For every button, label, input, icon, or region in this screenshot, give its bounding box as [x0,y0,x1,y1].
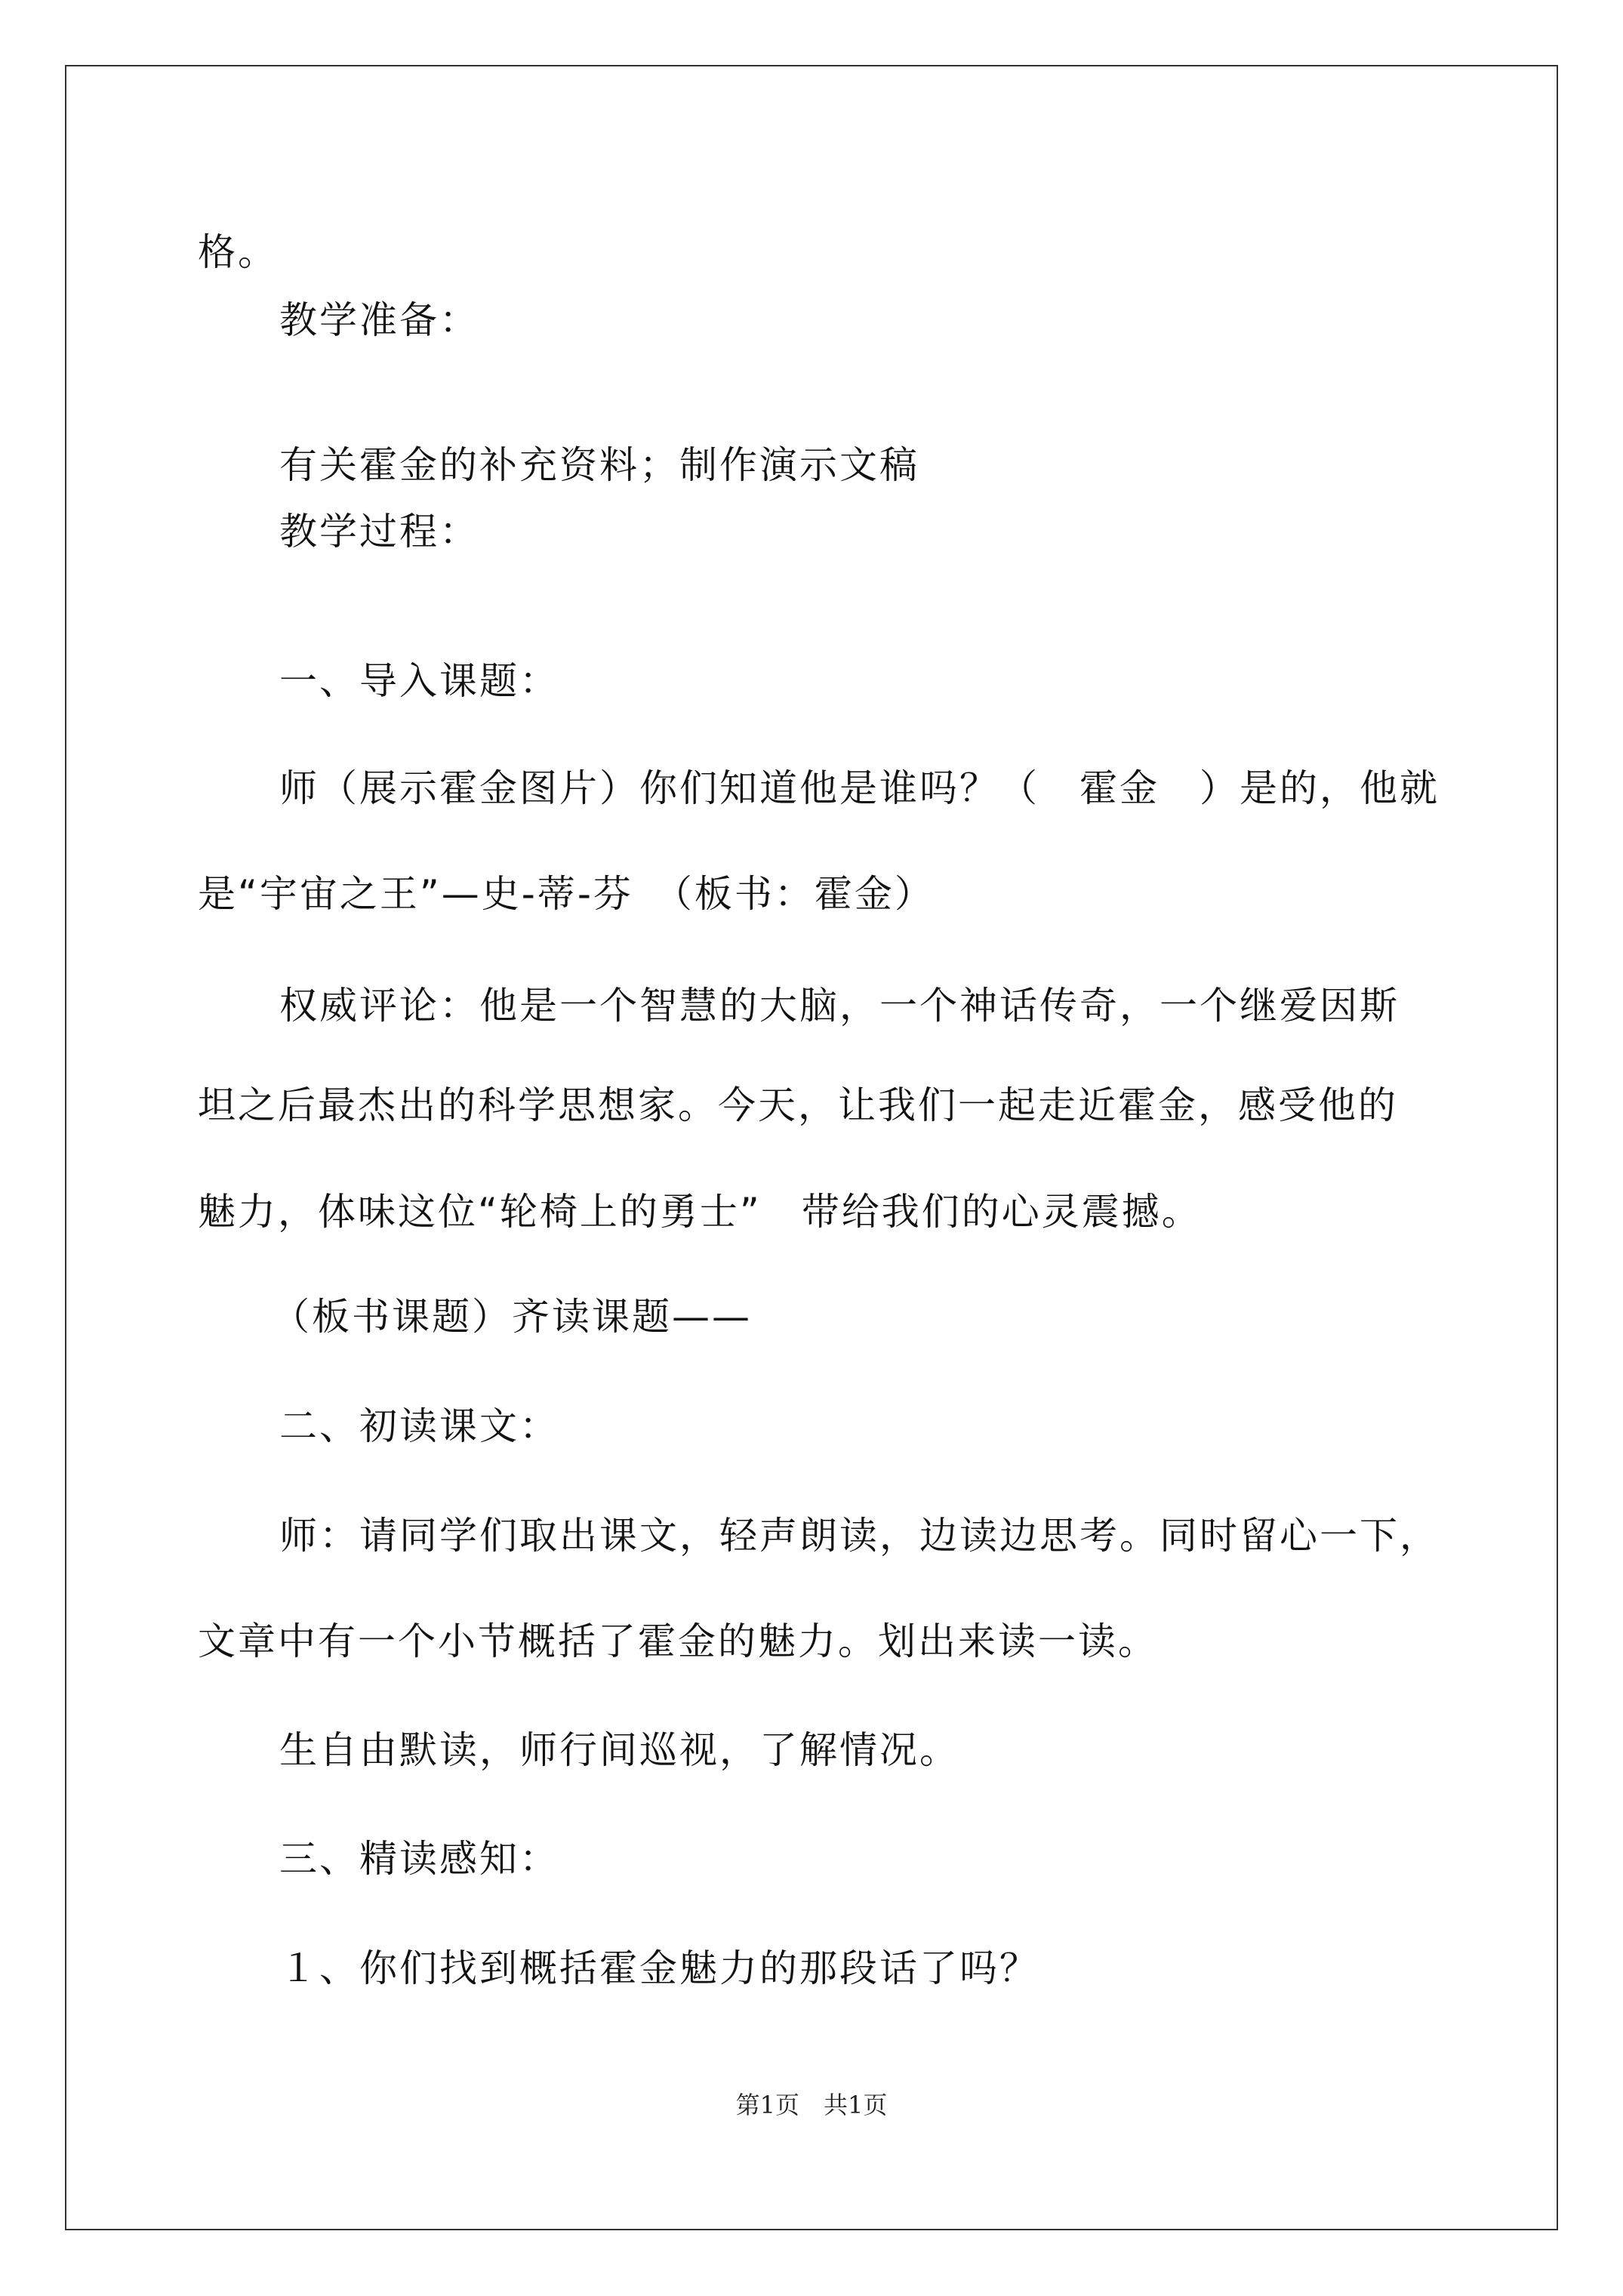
paragraph-line: 师（展示霍金图片）你们知道他是谁吗？（ 霍金 ）是的，他就 [279,766,1440,810]
paragraph-line: 三、精读感知： [279,1837,559,1881]
paragraph-line: 生自由默读，师行间巡视，了解情况。 [279,1728,959,1772]
paragraph-line: 有关霍金的补充资料；制作演示文稿 [279,443,919,487]
paragraph-line: １、你们找到概括霍金魅力的那段话了吗？ [279,1946,1039,1990]
paragraph-line: 教学准备： [279,298,479,342]
paragraph-line: 魅力，体味这位“轮椅上的勇士” 带给我们的心灵震撼。 [198,1190,1202,1234]
paragraph-line: 文章中有一个小节概括了霍金的魅力。划出来读一读。 [198,1620,1158,1663]
paragraph-line: （板书课题）齐读课题—— [272,1295,752,1339]
paragraph-line: 权威评论：他是一个智慧的大脑，一个神话传奇，一个继爱因斯 [279,984,1400,1028]
page-number-footer: 第1页 共1页 [735,2091,888,2119]
paragraph-line: 教学过程： [279,510,479,553]
paragraph-line: 一、导入课题： [279,659,559,703]
paragraph-line: 是“宇宙之王”—史-蒂-芬 （板书：霍金） [198,872,935,916]
page-border [65,65,1558,2230]
paragraph-line: 格。 [198,230,278,274]
paragraph-line: 坦之后最杰出的科学思想家。今天，让我们一起走近霍金，感受他的 [198,1083,1398,1127]
paragraph-line: 师：请同学们取出课文，轻声朗读，边读边思考。同时留心一下， [279,1514,1440,1558]
paragraph-line: 二、初读课文： [279,1404,559,1448]
